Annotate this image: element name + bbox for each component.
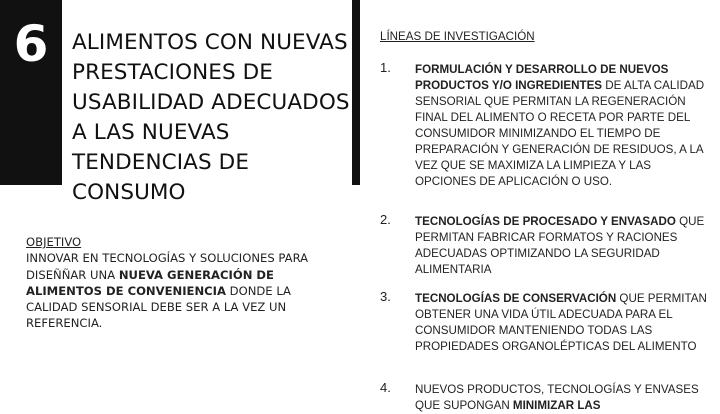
item-number: 2. [380,212,391,227]
title-panel-border [352,0,360,185]
item-description [415,214,707,278]
item-title: FORMULACIÓN Y DESARROLLO DE NUEVOS PRODUCTOS Y/O INGREDIENTES [415,63,669,92]
objective-heading: OBJETIVO [26,235,82,249]
item-text-bold: MINIMIZAR LAS [509,399,601,412]
item-number: 1. [380,60,391,75]
item-number: 4. [380,380,391,395]
objective-block [26,234,336,332]
objective-highlight: NUEVA GENERACIÓN DE ALIMENTOS DE CONVENIENCIA [26,267,274,298]
item-description [415,291,707,355]
section-number: 6 [13,15,49,73]
item-description [415,382,707,414]
item-title: TECNOLOGÍAS DE CONSERVACIÓN [415,292,617,305]
objective-text-end: DONDE LA CALIDAD SENSORIAL DEBE SER A LA VEZ UN REFERENCIA. [26,283,291,331]
item-text: QUE PERMITAN FABRICAR FORMATOS Y RACIONES ADECUADAS OPTIMIZANDO LA SEGURIDAD ALIMENTARIA [415,215,705,276]
item-text: DE ALTA CALIDAD SENSORIAL QUE PERMITAN LA REGENERACIÓN FINAL DEL ALIMENTO O RECETA POR PARTE DEL CONSUMIDOR MINIMIZANDO EL TIEMPO DE PREPARACIÓN Y GENERACIÓN DE RESIDUOS, A LA VEZ QUE SE MAXIMIZA LA LIMPIEZA Y LAS OPCIONES DE APLICACIÓN O USO. [415,79,705,188]
item-text: QUE PERMITAN OBTENER UNA VIDA ÚTIL ADECUADA PARA EL CONSUMIDOR MANTENIENDO TODAS LAS PROPIEDADES ORGANOLÉPTICAS DEL ALIMENTO [415,292,707,353]
item-number: 3. [380,289,391,304]
item-description [415,62,707,190]
item-text: NUEVOS PRODUCTOS, TECNOLOGÍAS Y ENVASES QUE SUPONGAN [415,383,699,412]
investigation-heading: LÍNEAS DE INVESTIGACIÓN [380,30,535,43]
objective-text: INNOVAR EN TECNOLOGÍAS Y SOLUCIONES PARA DISEÑÑAR UNA [26,251,309,282]
item-title: TECNOLOGÍAS DE PROCESADO Y ENVASADO [415,215,676,228]
section-number-block [0,0,62,185]
section-title: ALIMENTOS CON NUEVAS PRESTACIONES DE USABILIDAD ADECUADOS A LAS NUEVAS TENDENCIAS DE CONSUMO [72,30,350,205]
